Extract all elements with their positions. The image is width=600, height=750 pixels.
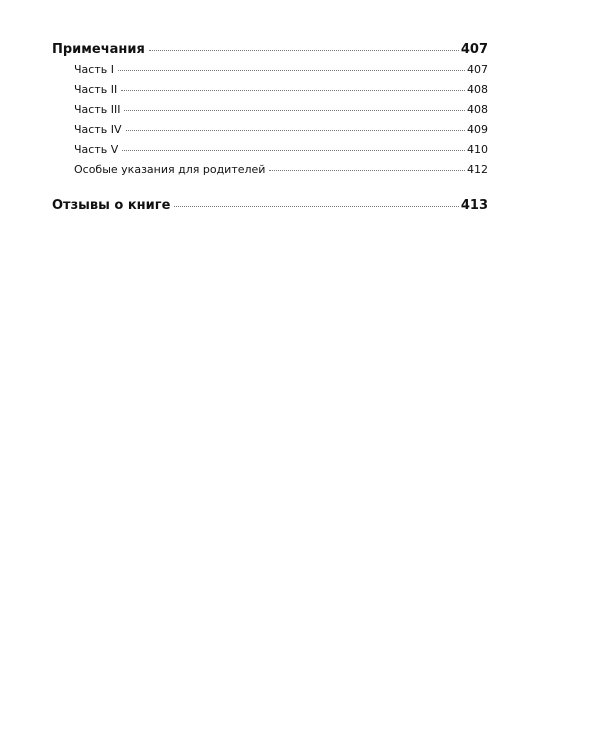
dot-leader	[121, 90, 465, 91]
dot-leader	[122, 150, 465, 151]
toc-subentry-page: 410	[467, 143, 488, 156]
section-gap	[52, 180, 488, 196]
toc-subentry-parents	[52, 160, 488, 180]
toc-subentry-title: Особые указания для родителей	[74, 163, 266, 176]
toc-subentry-title: Часть V	[74, 143, 119, 156]
toc-subentry-page: 407	[467, 63, 488, 76]
toc-subentry-part-2	[52, 80, 488, 100]
toc-subentry-part-3	[52, 100, 488, 120]
toc-entry-title: Примечания	[52, 42, 145, 57]
toc-subentry-part-5	[52, 140, 488, 160]
table-of-contents	[52, 40, 488, 216]
toc-entry-page: 413	[460, 198, 488, 213]
toc-entry-reviews	[52, 196, 488, 216]
toc-entry-title: Отзывы о книге	[52, 198, 171, 213]
toc-subentry-title: Часть I	[74, 63, 114, 76]
toc-subentry-part-1	[52, 60, 488, 80]
dot-leader	[269, 170, 465, 171]
toc-entry-notes	[52, 40, 488, 60]
toc-subentry-part-4	[52, 120, 488, 140]
toc-entry-page: 407	[460, 42, 488, 57]
toc-subentry-title: Часть IV	[74, 123, 122, 136]
toc-subentry-title: Часть II	[74, 83, 118, 96]
toc-subentry-page: 409	[467, 123, 488, 136]
toc-subentry-title: Часть III	[74, 103, 121, 116]
dot-leader	[126, 130, 466, 131]
dot-leader	[118, 70, 465, 71]
toc-subentry-page: 408	[467, 83, 488, 96]
toc-subentry-page: 408	[467, 103, 488, 116]
dot-leader	[149, 50, 459, 51]
dot-leader	[124, 110, 465, 111]
toc-subentry-page: 412	[467, 163, 488, 176]
dot-leader	[174, 206, 458, 207]
